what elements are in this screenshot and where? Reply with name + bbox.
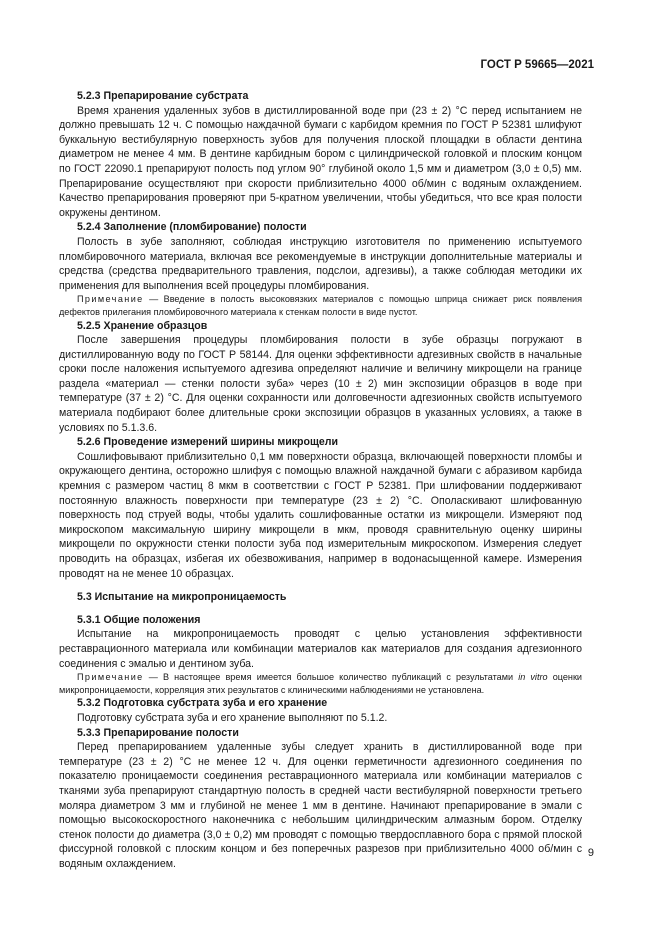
- heading-5-3-1: 5.3.1 Общие положения: [77, 613, 201, 626]
- standard-designation: ГОСТ Р 59665—2021: [480, 59, 594, 71]
- heading-5-3-2: 5.3.2 Подготовка субстрата зуба и его хранение: [77, 697, 328, 710]
- note-1: [59, 293, 582, 318]
- note-2-text-a: — В настоящее время имеется большое количество публикаций с результатами: [143, 672, 519, 683]
- heading-5-2-5: 5.2.5 Хранение образцов: [77, 319, 208, 332]
- paragraph-5-2-3: Время хранения удаленных зубов в дистиллированной воде при (23 ± 2) °С перед испытанием не должно превышать 12 ч. С помощью наждачной бумаги с карбидом кремния по ГОСТ Р 52381 шлифуют буккальную вестибулярную поверхность зубов для получения плоской площадки в области дентина диаметром не менее 4 мм. В дентине карбидным бором с цилиндрической головкой и плоским концом по ГОСТ 22090.1 препарируют полость под углом 90° глубиной около 1,5 мм и диаметром (3,0 ± 0,5) мм. Препарирование осуществляют при скорости приблизительно 4000 об/мин с водяным охлаждением. Качество препарирования проверяют при 5-кратном увеличении, чтобы убедиться, что все края полости окружены дентином.: [59, 104, 582, 219]
- heading-5-2-4: 5.2.4 Заполнение (пломбирование) полости: [77, 221, 307, 234]
- paragraph-5-2-6: Сошлифовывают приблизительно 0,1 мм поверхности образца, включающей поверхности пломбы и окружающего дентина, осторожно шлифуя с помощью влажной наждачной бумаги с абразивом карбида кремния с размером частиц 8 мкм в соответствии с ГОСТ Р 52381. При шлифовании поддерживают постоянную влажность поверхности при температуре (23 ± 2) °С. Ополаскивают шлифованную поверхность под струей воды, чтобы удалить сошлифованные остатки из микрощели. Измеряют под микроскопом максимальную ширину микрощели в мкм, проводя сравнительную оценку ширины микрощели по окружности стенки полости зуба под измерительным микроскопом. Измерения следует проводить на образцах, избегая их обезвоживания, например в водонасыщенной камере. Измерения проводят на не менее 10 образцах.: [59, 450, 582, 580]
- heading-5-2-3: 5.2.3 Препарирование субстрата: [77, 90, 249, 102]
- heading-5-3: 5.3 Испытание на микропроницаемость: [77, 591, 287, 604]
- paragraph-5-2-4: Полость в зубе заполняют, соблюдая инструкцию изготовителя по применению испытуемого пломбировочного материала, включая все рекомендуемые в инструкции дополнительные материалы и средства (средства предварительного травления, подслои, адгезивы), а также соблюдая методики их применения для выполнения всей процедуры пломбирования.: [59, 235, 582, 292]
- note-label: Примечание: [77, 294, 144, 305]
- paragraph-5-2-5: После завершения процедуры пломбирования полости в зубе образцы погружают в дистиллированную воду по ГОСТ Р 58144. Для оценки эффективности адгезивных свойств в начальные сроки после наложения испытуемого адгезива определяют наличие и величину микрощели на границе раздела «материал — стенки полости зуба» через (10 ± 2) мин экспозиции образцов в воде при температуре (37 ± 2) °С. Для оценки сохранности или долговечности адгезионных свойств испытуемого материала подбирают более длительные сроки экспозиции образцов в указанных условиях, а также в условиях по 5.1.3.6.: [59, 334, 582, 434]
- document-body: [59, 89, 582, 871]
- note-label: Примечание: [77, 672, 144, 683]
- note-2-in-vitro: in vitro: [518, 672, 548, 683]
- heading-5-3-3: 5.3.3 Препарирование полости: [77, 726, 239, 739]
- heading-5-2-6: 5.2.6 Проведение измерений ширины микрощели: [77, 436, 339, 449]
- note-2-text-b: оценки микропроницаемости, корреляция этих результатов с клиническими наблюдениями не установлена.: [59, 672, 582, 695]
- note-1-text: — Введение в полость высоковязких материалов с помощью шприца снижает риск появления дефектов прилегания пломбировочного материала к стенкам полости в виде пустот.: [59, 294, 582, 317]
- paragraph-5-3-2: Подготовку субстрата зуба и его хранение выполняют по 5.1.2.: [77, 711, 388, 724]
- paragraph-5-3-3: Перед препарированием удаленные зубы следует хранить в дистиллированной воде при температуре (23 ± 2) °С не менее 12 ч. Для оценки герметичности адгезионного соединения по показателю проницаемости соединения реставрационного материала или комбинации материалов с тканями зуба препарируют стандартную полость в средней части вестибулярной поверхности третьего моляра диаметром 3 мм и глубиной не менее 1 мм в дентине. Начинают препарирование в эмали с помощью высокоскоростного наконечника с небольшим цилиндрическим алмазным бором. Отделку стенок полости до диаметра (3,0 ± 0,2) мм проводят с помощью твердосплавного бора с прямой плоской фиссурной головкой с плоским концом и без поперечных разрезов при приблизительно 4000 об/мин с водяным охлаждением.: [59, 741, 582, 870]
- paragraph-5-3-1: Испытание на микропроницаемость проводят с целью установления эффективности реставрационного материала или комбинации материалов как материалов для создания адгезионного соединения с эмалью и дентином зуба.: [59, 628, 582, 670]
- page-number: 9: [587, 847, 594, 859]
- note-2: [59, 671, 582, 696]
